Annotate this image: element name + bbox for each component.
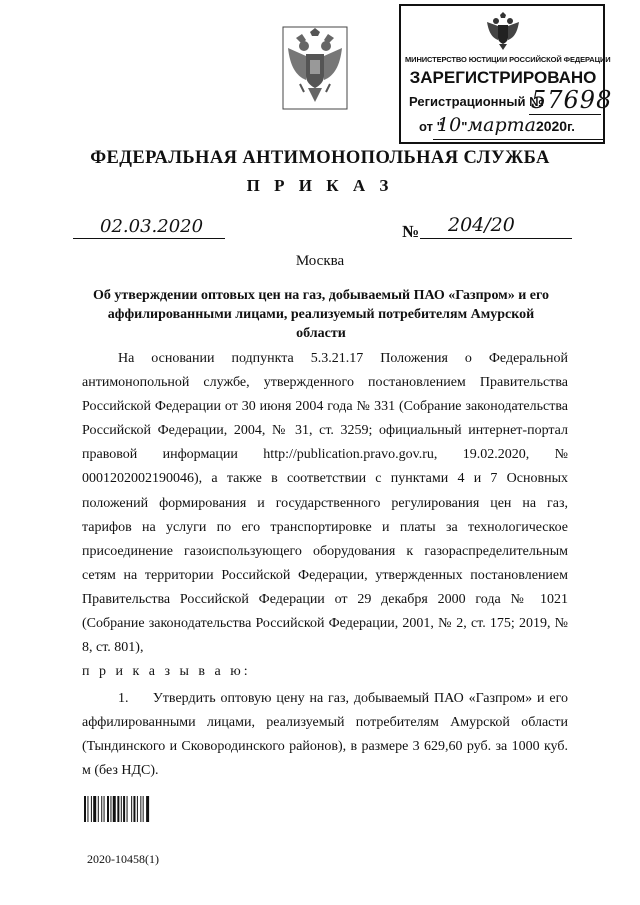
barcode-bar [110, 796, 111, 822]
barcode-bar [93, 796, 96, 822]
barcode-bar [146, 796, 149, 822]
registration-stamp [399, 4, 613, 144]
city: Москва [295, 253, 345, 269]
order-number: 204/20 [448, 214, 515, 236]
order-date-underline [73, 238, 225, 239]
state-emblem-icon [282, 26, 348, 110]
barcode-bar [123, 796, 125, 822]
barcode-bar [87, 796, 88, 822]
order-word: п р и к а з ы в а ю: [82, 664, 251, 680]
order-date: 02.03.2020 [100, 216, 204, 237]
order-item-1 [82, 687, 572, 783]
stamp-reg-number-label: Регистрационный № [409, 94, 544, 109]
barcode-icon [84, 796, 176, 822]
stamp-registered: ЗАРЕГИСТРИРОВАНО [409, 68, 597, 87]
order-item-1-text: 1. Утвердить оптовую цену на газ, добываемый ПАО «Газпром» и его аффилированными лицами, реализуемый потребителям Амурской области (Тындинского и Сковородинского районов), в размере 3 629,60 руб. за 1000 куб. м (без НДС). [82, 691, 572, 779]
barcode-bar [101, 796, 102, 822]
barcode-bar [137, 796, 138, 822]
barcode-bar [104, 796, 105, 822]
stamp-date-suffix: г. [567, 119, 575, 134]
stamp-date-quote: " [461, 119, 468, 134]
stamp-ministry: МИНИСТЕРСТВО ЮСТИЦИИ РОССИЙСКОЙ ФЕДЕРАЦИИ [405, 55, 611, 64]
stamp-date [437, 114, 575, 136]
stamp-emblem-icon [485, 12, 521, 50]
barcode-bar [133, 796, 135, 822]
order-number-label: № [402, 222, 420, 241]
preamble-paragraph: На основании подпункта 5.3.21.17 Положения о Федеральной антимонопольной службе, утвержденного постановлением Правительства Российской Федерации от 30 июня 2004 года № 331 (Собрание законодательства Российской Федерации, 2004, № 31, ст. 3259; официальный интернет-портал правовой информации http://publication.pravo.gov.ru, 19.02.2020, № 0001202002190046), а также в соответствии с пунктами 4 и 7 Основных положений формирования и государственного регулирования цен на газ, тарифов на услуги по его транспортировке и платы за технологическое присоединение газоиспользующего оборудования к газораспределительным сетям на территории Российской Федерации, утвержденных постановлением Правительства Российской Федерации от 29 декабря 2000 года № 1021 (Собрание законодательства Российской Федерации, 2001, № 2, ст. 175; 2019, № 8, ст. 801), [82, 351, 568, 656]
barcode-bar [127, 796, 128, 822]
document-code: 2020-10458(1) [87, 852, 159, 866]
stamp-date-year: 2020 [535, 118, 568, 134]
order-subject: Об утверждении оптовых цен на газ, добываемый ПАО «Газпром» и его аффилированными лицами, реализуемый потребителям Амурской области [93, 288, 549, 341]
barcode-bar [84, 796, 86, 822]
barcode-bar [98, 796, 99, 822]
stamp-reg-number: 57698 [531, 86, 613, 114]
stamp-date-prefix: от " [419, 119, 443, 134]
stamp-date-day: 10 [437, 114, 462, 136]
order-body [82, 347, 568, 684]
barcode-bar [143, 796, 144, 822]
order-title: П Р И К А З [246, 176, 394, 195]
barcode-bar [113, 796, 116, 822]
barcode-bar [91, 796, 92, 822]
barcode-bar [117, 796, 119, 822]
agency-name: ФЕДЕРАЛЬНАЯ АНТИМОНОПОЛЬНАЯ СЛУЖБА [90, 148, 550, 168]
barcode-bar [121, 796, 122, 822]
barcode-bar [140, 796, 141, 822]
barcode-bar [131, 796, 132, 822]
stamp-date-month: марта [467, 114, 536, 136]
stamp-date-underline [433, 139, 603, 140]
barcode-bar [107, 796, 109, 822]
order-number-underline [420, 238, 572, 239]
